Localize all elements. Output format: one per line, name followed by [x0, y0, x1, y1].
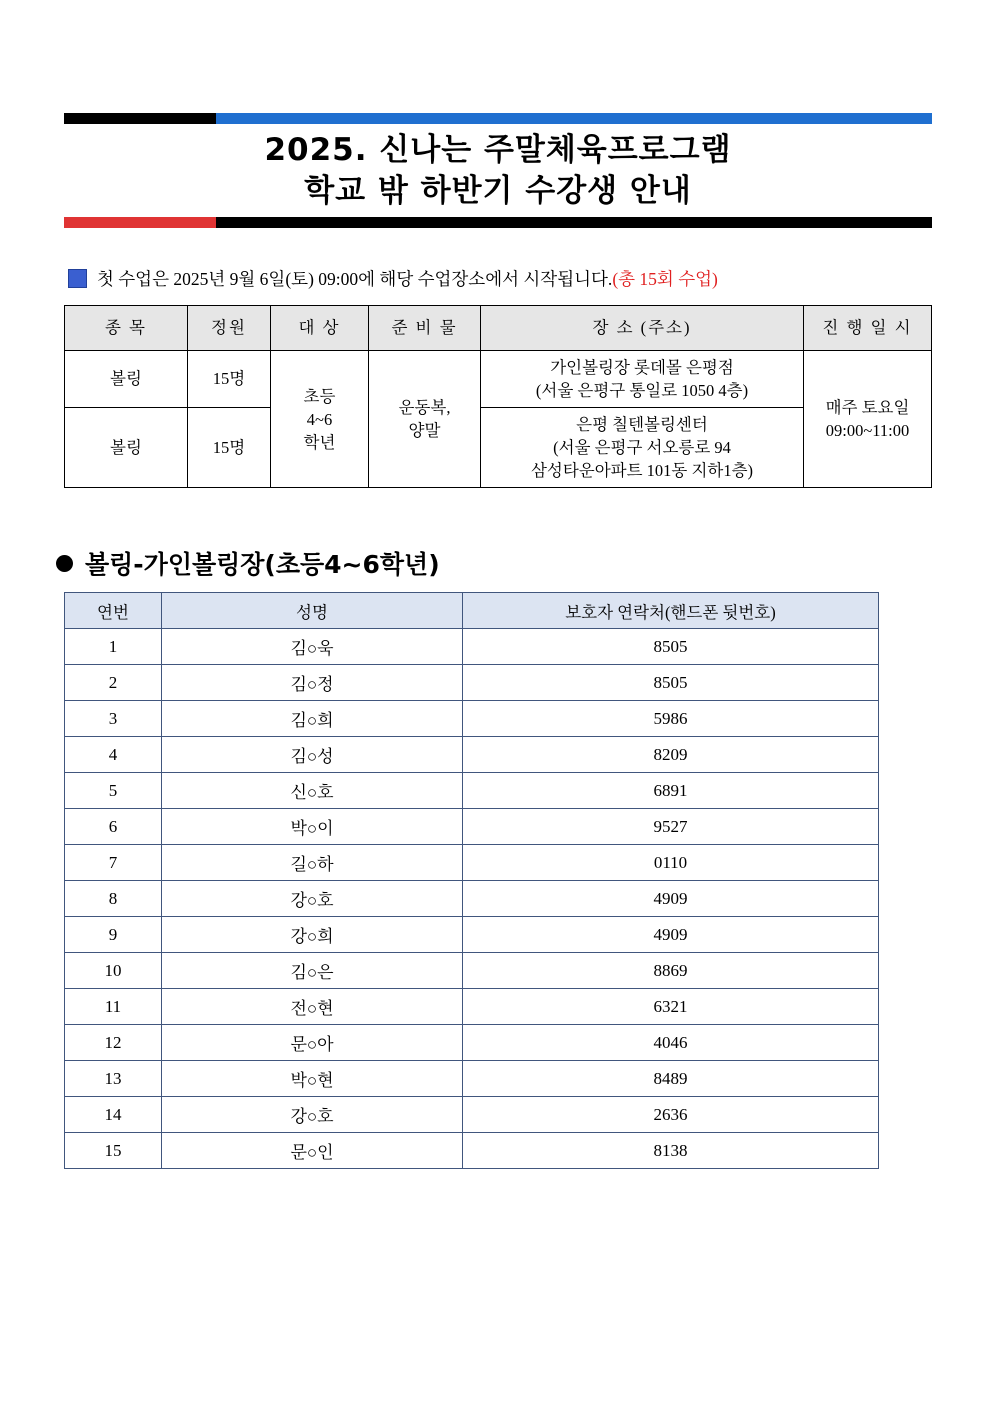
cell-no: 14 — [65, 1097, 162, 1133]
cell-name: 김○정 — [162, 665, 463, 701]
table-row — [65, 629, 879, 665]
bullet-circle-icon — [56, 555, 73, 572]
cell-phone: 4909 — [463, 917, 879, 953]
table-row — [65, 989, 879, 1025]
cell-name: 신○호 — [162, 773, 463, 809]
cell-name: 강○호 — [162, 1097, 463, 1133]
cell-phone: 4046 — [463, 1025, 879, 1061]
cell-no: 13 — [65, 1061, 162, 1097]
section-heading-text: 볼링-가인볼링장(초등4~6학년) — [85, 550, 440, 579]
table-row — [65, 845, 879, 881]
place2-line3: 삼성타운아파트 101동 지하1층) — [530, 461, 754, 481]
cell-phone: 6321 — [463, 989, 879, 1025]
place1-line2: (서울 은평구 통일로 1050 4층) — [535, 381, 749, 401]
cell-phone: 4909 — [463, 881, 879, 917]
table-header-row — [65, 593, 879, 629]
notice-highlight: (총 15회 수업) — [612, 269, 718, 289]
cell-no: 9 — [65, 917, 162, 953]
cell-no: 12 — [65, 1025, 162, 1061]
cell-name: 전○현 — [162, 989, 463, 1025]
cell-no: 5 — [65, 773, 162, 809]
banner-bottom-bars — [64, 217, 932, 228]
cell-schedule — [804, 351, 932, 488]
cell-phone: 8138 — [463, 1133, 879, 1169]
table-row — [65, 1061, 879, 1097]
cell-phone: 0110 — [463, 845, 879, 881]
cell-no: 3 — [65, 701, 162, 737]
cell-name: 길○하 — [162, 845, 463, 881]
table-row — [65, 953, 879, 989]
page-title-line2: 학교 밖 하반기 수강생 안내 — [304, 172, 692, 209]
cell-name: 김○욱 — [162, 629, 463, 665]
target-line2: 4~6 — [306, 409, 333, 429]
header-event: 종 목 — [65, 306, 188, 351]
cell-items — [369, 351, 481, 488]
table-header-row — [65, 306, 932, 351]
cell-phone: 9527 — [463, 809, 879, 845]
banner-top-bars — [64, 113, 932, 124]
section-heading — [56, 545, 440, 581]
table-row — [65, 917, 879, 953]
cell-no: 10 — [65, 953, 162, 989]
target-line3: 학년 — [303, 432, 336, 452]
header-name: 성명 — [162, 593, 463, 629]
header-phone: 보호자 연락처(핸드폰 뒷번호) — [463, 593, 879, 629]
banner-bottom-red-bar — [64, 217, 216, 228]
header-schedule: 진 행 일 시 — [804, 306, 932, 351]
table-row — [65, 1025, 879, 1061]
cell-no: 7 — [65, 845, 162, 881]
items-line1: 운동복, — [398, 398, 451, 418]
cell-name: 강○호 — [162, 881, 463, 917]
notice-line — [68, 266, 718, 291]
cell-no: 4 — [65, 737, 162, 773]
roster-table — [64, 592, 879, 1169]
cell-no: 6 — [65, 809, 162, 845]
cell-phone: 8505 — [463, 629, 879, 665]
cell-name: 김○성 — [162, 737, 463, 773]
table-row — [65, 737, 879, 773]
cell-name: 김○희 — [162, 701, 463, 737]
page-title-line1: 2025. 신나는 주말체육프로그램 — [264, 132, 732, 168]
cell-name: 박○현 — [162, 1061, 463, 1097]
program-info-table-body — [65, 351, 932, 488]
cell-no: 8 — [65, 881, 162, 917]
items-line2: 양말 — [408, 421, 441, 441]
table-row — [65, 773, 879, 809]
cell-phone: 8869 — [463, 953, 879, 989]
header-items: 준 비 물 — [369, 306, 481, 351]
schedule-line2: 09:00~11:00 — [825, 421, 910, 441]
cell-place-2 — [481, 408, 804, 488]
table-row — [65, 1097, 879, 1133]
banner-top-blue-bar — [216, 113, 932, 124]
header-target: 대 상 — [271, 306, 369, 351]
cell-event-1: 볼링 — [65, 351, 188, 408]
cell-phone: 2636 — [463, 1097, 879, 1133]
target-line1: 초등 — [303, 386, 336, 406]
cell-name: 박○이 — [162, 809, 463, 845]
place1-line1: 가인볼링장 롯데몰 은평점 — [550, 358, 734, 377]
header-place: 장 소 (주소) — [481, 306, 804, 351]
cell-target — [271, 351, 369, 488]
roster-table-body — [65, 629, 879, 1169]
program-info-table — [64, 305, 932, 488]
cell-phone: 8209 — [463, 737, 879, 773]
roster-table-head — [65, 593, 879, 629]
page-title — [64, 124, 932, 217]
cell-capacity-1: 15명 — [188, 351, 271, 408]
blue-square-bullet-icon — [68, 269, 87, 288]
table-row — [65, 881, 879, 917]
banner-top-black-bar — [64, 113, 216, 124]
cell-no: 15 — [65, 1133, 162, 1169]
cell-phone: 8505 — [463, 665, 879, 701]
cell-no: 2 — [65, 665, 162, 701]
schedule-line1: 매주 토요일 — [825, 398, 910, 418]
cell-phone: 6891 — [463, 773, 879, 809]
cell-phone: 8489 — [463, 1061, 879, 1097]
table-row — [65, 665, 879, 701]
cell-phone: 5986 — [463, 701, 879, 737]
table-row — [65, 809, 879, 845]
table-row — [65, 408, 932, 488]
place2-line1: 은평 칠텐볼링센터 — [576, 415, 708, 435]
cell-no: 11 — [65, 989, 162, 1025]
banner-bottom-black-bar — [216, 217, 932, 228]
cell-name: 강○희 — [162, 917, 463, 953]
cell-name: 김○은 — [162, 953, 463, 989]
table-row — [65, 1133, 879, 1169]
notice-text: 첫 수업은 2025년 9월 6일(토) 09:00에 해당 수업장소에서 시작됩니다. — [97, 269, 613, 289]
header-no: 연번 — [65, 593, 162, 629]
cell-event-2: 볼링 — [65, 408, 188, 488]
title-banner — [64, 113, 932, 228]
program-info-table-head — [65, 306, 932, 351]
cell-capacity-2: 15명 — [188, 408, 271, 488]
header-capacity: 정원 — [188, 306, 271, 351]
cell-name: 문○인 — [162, 1133, 463, 1169]
table-row — [65, 701, 879, 737]
place2-line2: (서울 은평구 서오릉로 94 — [553, 438, 731, 458]
cell-place-1 — [481, 351, 804, 408]
cell-no: 1 — [65, 629, 162, 665]
table-row — [65, 351, 932, 408]
cell-name: 문○아 — [162, 1025, 463, 1061]
